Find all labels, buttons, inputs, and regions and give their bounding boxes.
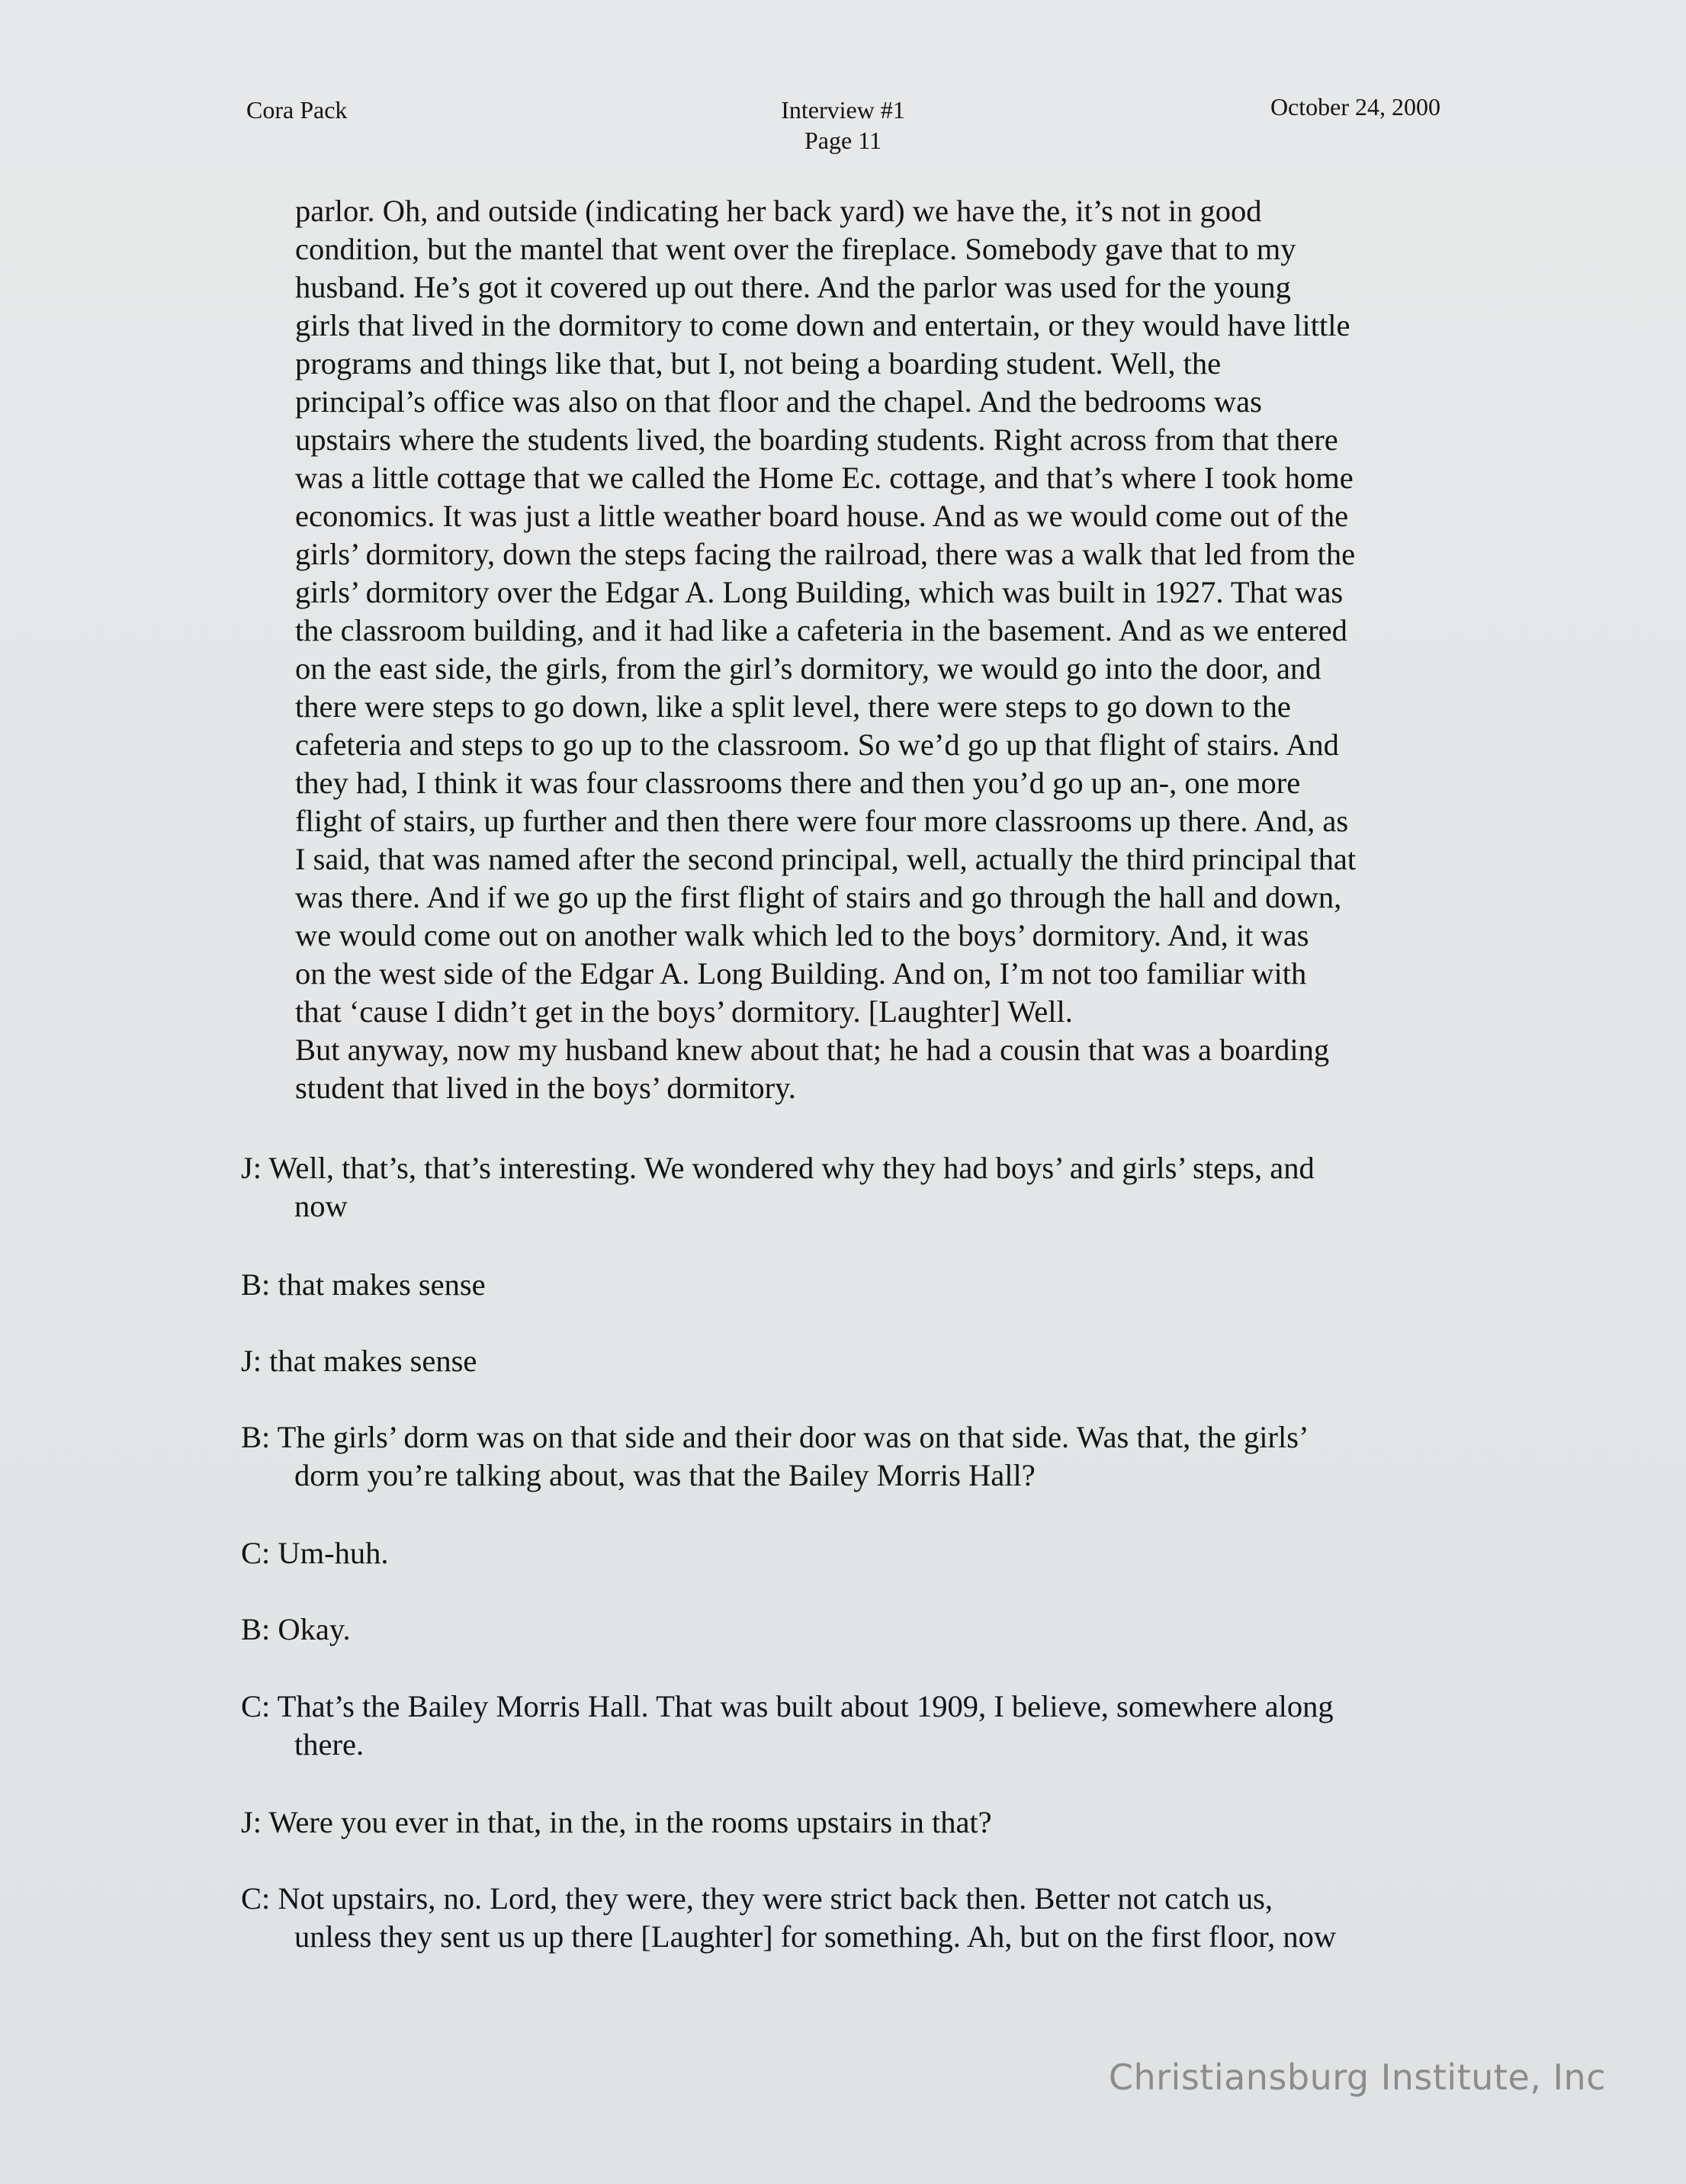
paragraph-line: we would come out on another walk which led to the boys’ dormitory. And, it was (295, 918, 1309, 952)
speaker-turn: J: Were you ever in that, in the, in the rooms upstairs in that? (241, 1805, 992, 1839)
paragraph-line: upstairs where the students lived, the boarding students. Right across from that there (295, 422, 1338, 457)
paragraph-line: was a little cottage that we called the Home Ec. cottage, and that’s where I took home (295, 461, 1354, 495)
speaker-turn-continuation: now (294, 1189, 348, 1223)
header-page-number: Page 11 (804, 127, 882, 154)
paragraph-line: economics. It was just a little weather board house. And as we would come out of the (295, 499, 1349, 533)
paragraph-line: on the east side, the girls, from the girl’s dormitory, we would go into the door, and (295, 651, 1322, 686)
speaker-turn-continuation: unless they sent us up there [Laughter] for something. Ah, but on the first floor, now (294, 1919, 1337, 1954)
speaker-turn: C: Not upstairs, no. Lord, they were, they were strict back then. Better not catch us, (241, 1881, 1273, 1916)
paragraph-line: girls’ dormitory over the Edgar A. Long Building, which was built in 1927. That was (295, 575, 1344, 609)
paragraph-line: programs and things like that, but I, not being a boarding student. Well, the (295, 346, 1222, 381)
paragraph-line: that ‘cause I didn’t get in the boys’ dormitory. [Laughter] Well. (295, 994, 1073, 1029)
speaker-turn: B: Okay. (241, 1612, 351, 1646)
paragraph-line: girls that lived in the dormitory to come down and entertain, or they would have little (295, 308, 1350, 342)
institution-watermark: Christiansburg Institute, Inc (1108, 2057, 1606, 2098)
header-interviewee: Cora Pack (246, 96, 348, 124)
paragraph-line: cafeteria and steps to go up to the classroom. So we’d go up that flight of stairs. And (295, 727, 1339, 762)
paragraph-line: girls’ dormitory, down the steps facing the railroad, there was a walk that led from the (295, 537, 1356, 571)
paragraph-line: student that lived in the boys’ dormitory. (295, 1071, 796, 1105)
speaker-turn: B: that makes sense (241, 1267, 486, 1302)
paragraph-line: condition, but the mantel that went over the fireplace. Somebody gave that to my (295, 232, 1296, 266)
paragraph-line: there were steps to go down, like a split level, there were steps to go down to the (295, 689, 1291, 724)
speaker-turn: C: That’s the Bailey Morris Hall. That was built about 1909, I believe, somewhere along (241, 1689, 1334, 1723)
paragraph-line: they had, I think it was four classrooms there and then you’d go up an-, one more (295, 766, 1301, 800)
speaker-turn: J: Well, that’s, that’s interesting. We wondered why they had boys’ and girls’ steps, and (241, 1151, 1315, 1185)
speaker-turn: J: that makes sense (241, 1344, 477, 1378)
header-date: October 24, 2000 (1270, 93, 1440, 120)
paragraph-line: principal’s office was also on that floor and the chapel. And the bedrooms was (295, 384, 1262, 419)
paragraph-line: flight of stairs, up further and then there were four more classrooms up there. And, as (295, 804, 1349, 838)
paragraph-line: the classroom building, and it had like a cafeteria in the basement. And as we entered (295, 613, 1347, 647)
paragraph-line: But anyway, now my husband knew about that; he had a cousin that was a boarding (295, 1033, 1330, 1067)
paragraph-line: on the west side of the Edgar A. Long Building. And on, I’m not too familiar with (295, 956, 1307, 991)
paragraph-line: was there. And if we go up the first flight of stairs and go through the hall and down, (295, 880, 1342, 914)
speaker-turn-continuation: dorm you’re talking about, was that the Bailey Morris Hall? (294, 1458, 1036, 1492)
paragraph-line: parlor. Oh, and outside (indicating her back yard) we have the, it’s not in good (295, 194, 1262, 228)
speaker-turn: C: Um-huh. (241, 1536, 389, 1570)
paragraph-line: husband. He’s got it covered up out there. And the parlor was used for the young (295, 270, 1291, 304)
speaker-turn: B: The girls’ dorm was on that side and their door was on that side. Was that, the girls’ (241, 1420, 1309, 1454)
paragraph-line: I said, that was named after the second principal, well, actually the third principal that (295, 842, 1357, 876)
header-interview-number: Interview #1 (781, 96, 905, 124)
speaker-turn-continuation: there. (294, 1727, 364, 1762)
